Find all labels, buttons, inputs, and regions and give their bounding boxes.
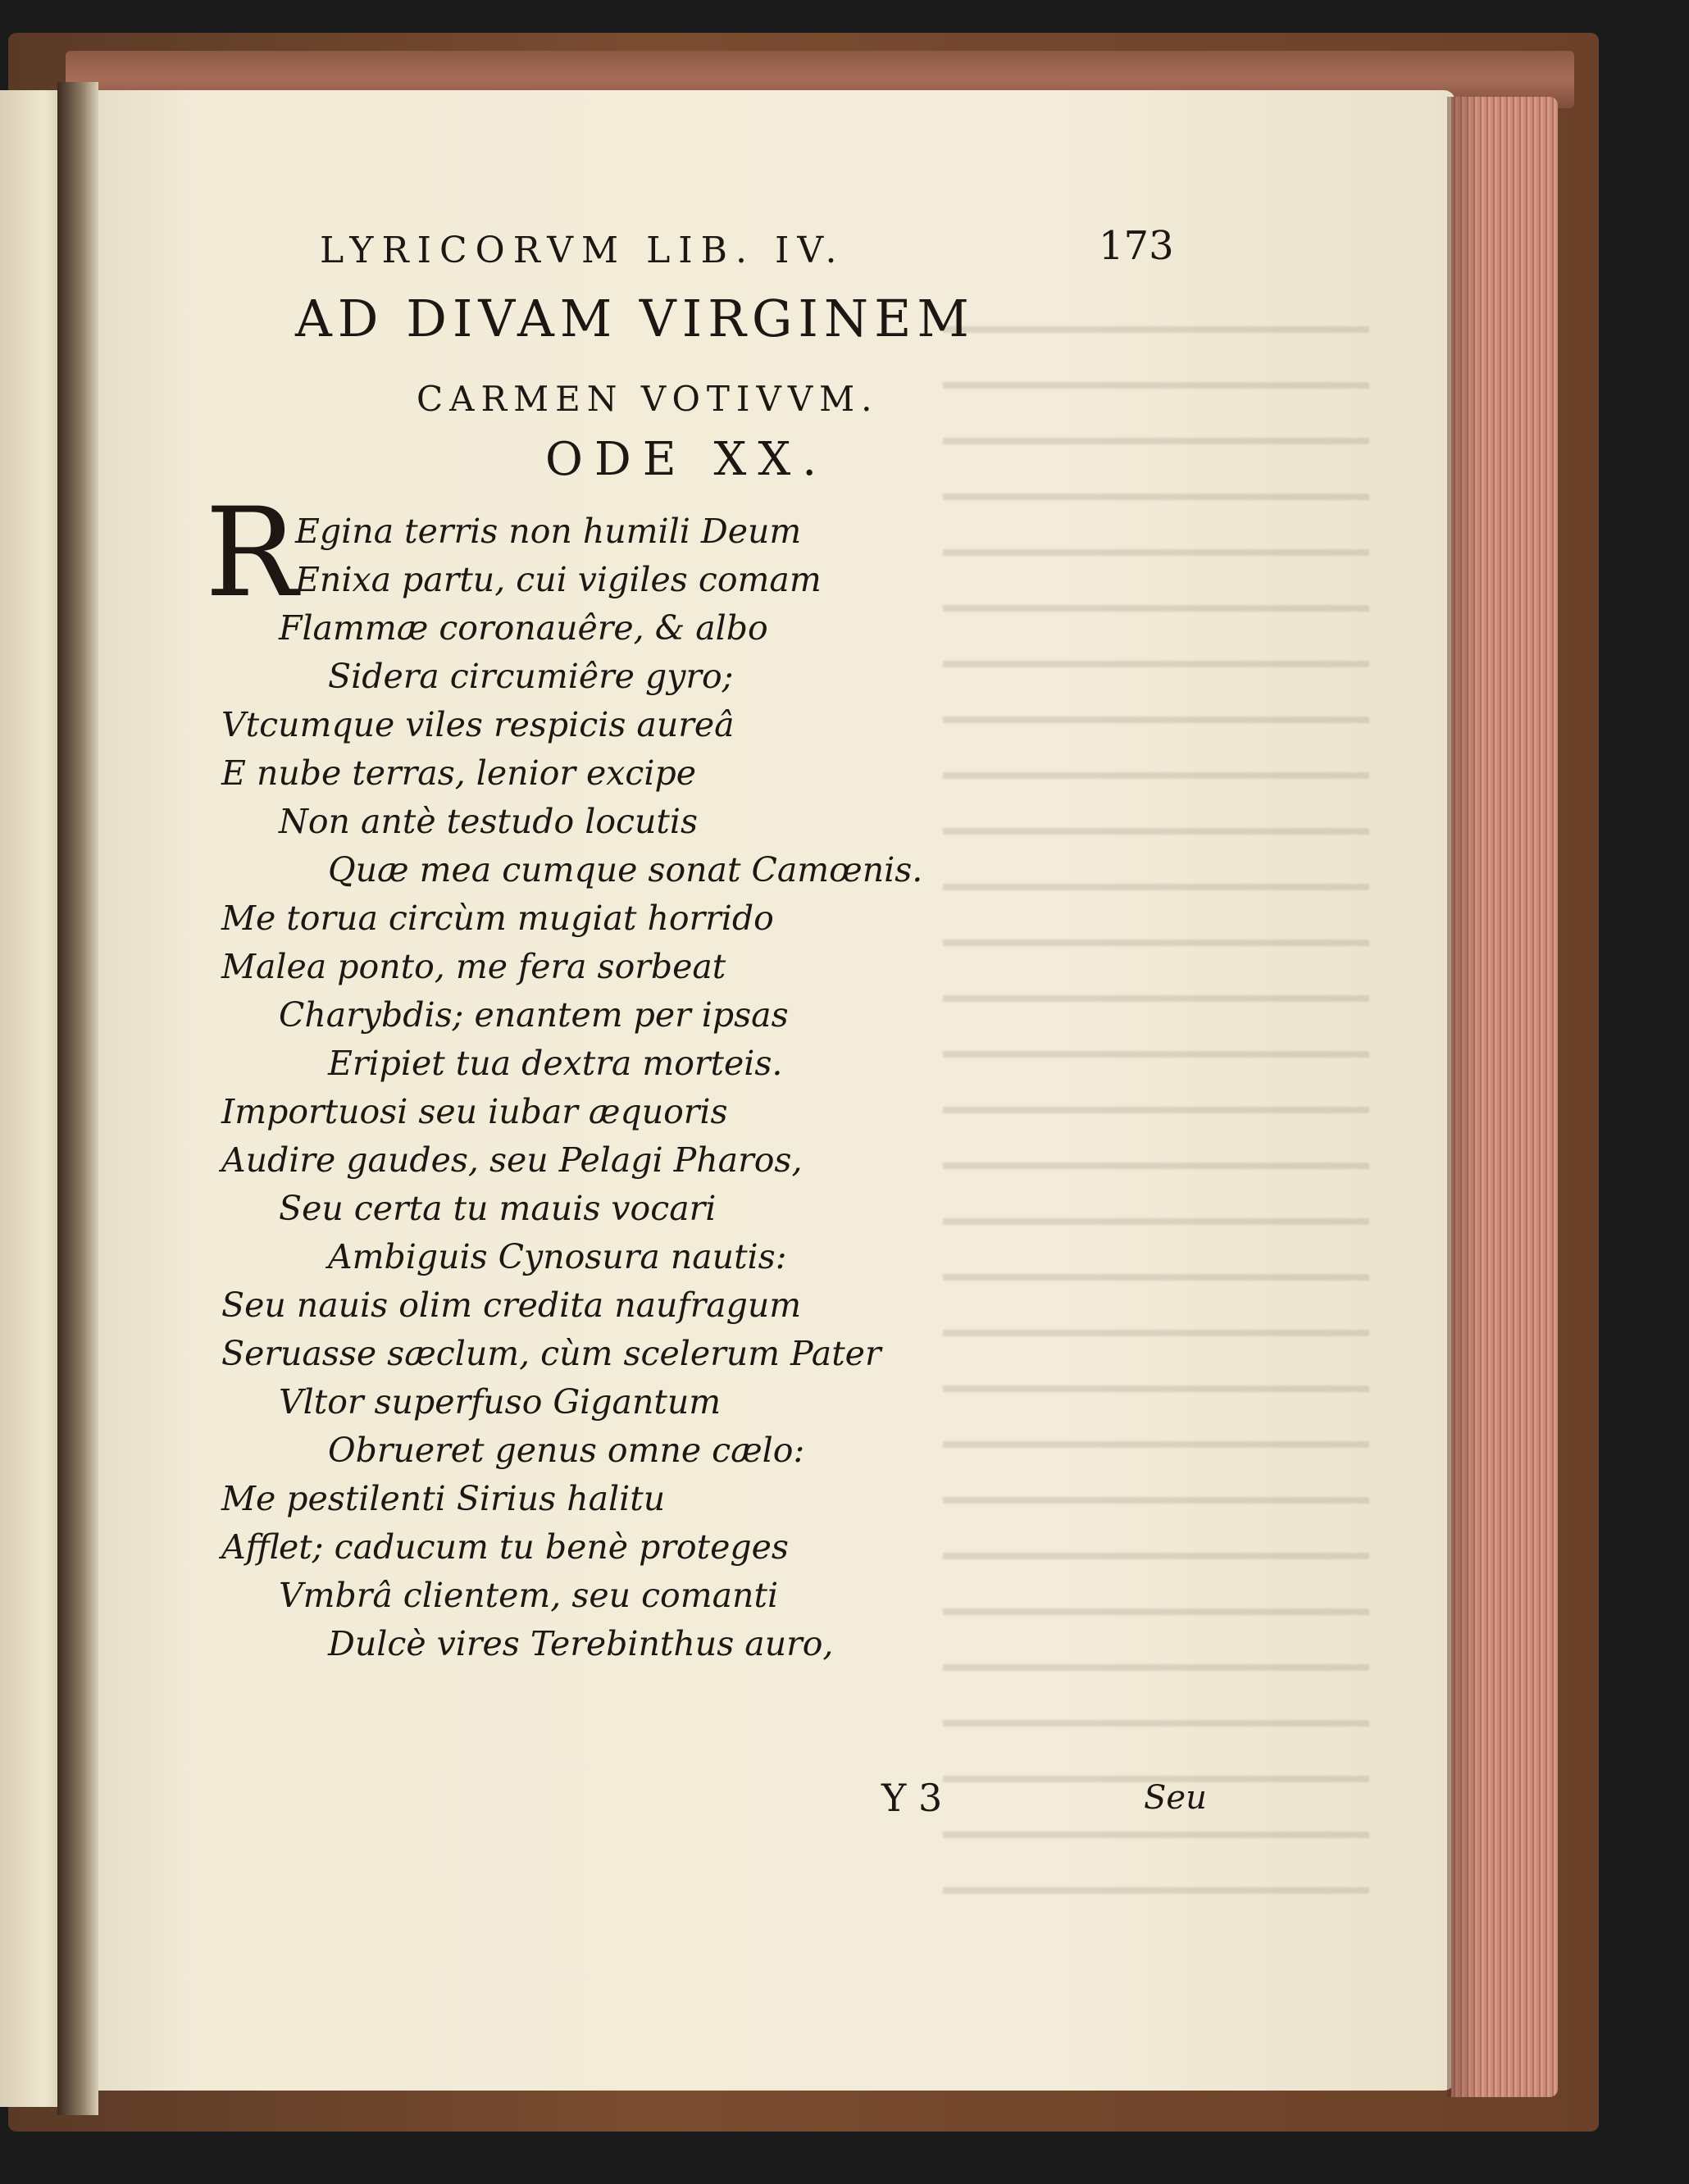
verse-line: Egina terris non humili Deum <box>295 512 802 551</box>
verse-line: Enixa partu, cui vigiles comam <box>295 560 822 599</box>
page-number: 173 <box>1099 223 1174 269</box>
verse-line: Flammæ coronauêre, & albo <box>279 608 768 648</box>
verse-line: Obrueret genus omne cælo: <box>328 1431 805 1470</box>
verse-line: Charybdis; enantem per ipsas <box>279 995 789 1035</box>
verse-line: Afflet; caducum tu benè proteges <box>221 1527 789 1567</box>
verse-line: Ambiguis Cynosura nautis: <box>328 1237 787 1276</box>
ode-number: ODE XX. <box>545 433 829 486</box>
verse-line: Me torua circùm mugiat horrido <box>221 899 774 938</box>
verse-line: Vtcumque viles respicis aureâ <box>221 705 735 744</box>
verse-line: Importuosi seu iubar æquoris <box>221 1092 728 1131</box>
verse-line: Vmbrâ clientem, seu comanti <box>279 1576 779 1615</box>
poem-subtitle: CARMEN VOTIVVM. <box>417 379 879 419</box>
verse-line: Audire gaudes, seu Pelagi Pharos, <box>221 1140 803 1180</box>
verse-line: Eripiet tua dextra morteis. <box>328 1044 783 1083</box>
verse-line: Sidera circumiêre gyro; <box>328 657 734 696</box>
catchword: Seu <box>1144 1779 1207 1817</box>
verse-line: Seu certa tu mauis vocari <box>279 1189 717 1228</box>
verse-line: Malea ponto, me fera sorbeat <box>221 947 726 986</box>
verse-line: Vltor superfuso Gigantum <box>279 1382 722 1422</box>
verse-line: Seu nauis olim credita naufragum <box>221 1285 802 1325</box>
signature-mark: Y 3 <box>881 1776 943 1820</box>
verse-line: Dulcè vires Terebinthus auro, <box>328 1624 834 1663</box>
verse-line: Me pestilenti Sirius halitu <box>221 1479 666 1518</box>
poem-title: AD DIVAM VIRGINEM <box>295 289 975 348</box>
running-head: LYRICORVM LIB. IV. <box>320 230 845 271</box>
verse-line: Quæ mea cumque sonat Camœnis. <box>328 850 923 890</box>
verse-line: Seruasse sæclum, cùm scelerum Pater <box>221 1334 881 1373</box>
drop-cap: R <box>205 482 298 625</box>
verse-line: Non antè testudo locutis <box>279 802 699 841</box>
verse-line: E nube terras, lenior excipe <box>221 753 696 793</box>
